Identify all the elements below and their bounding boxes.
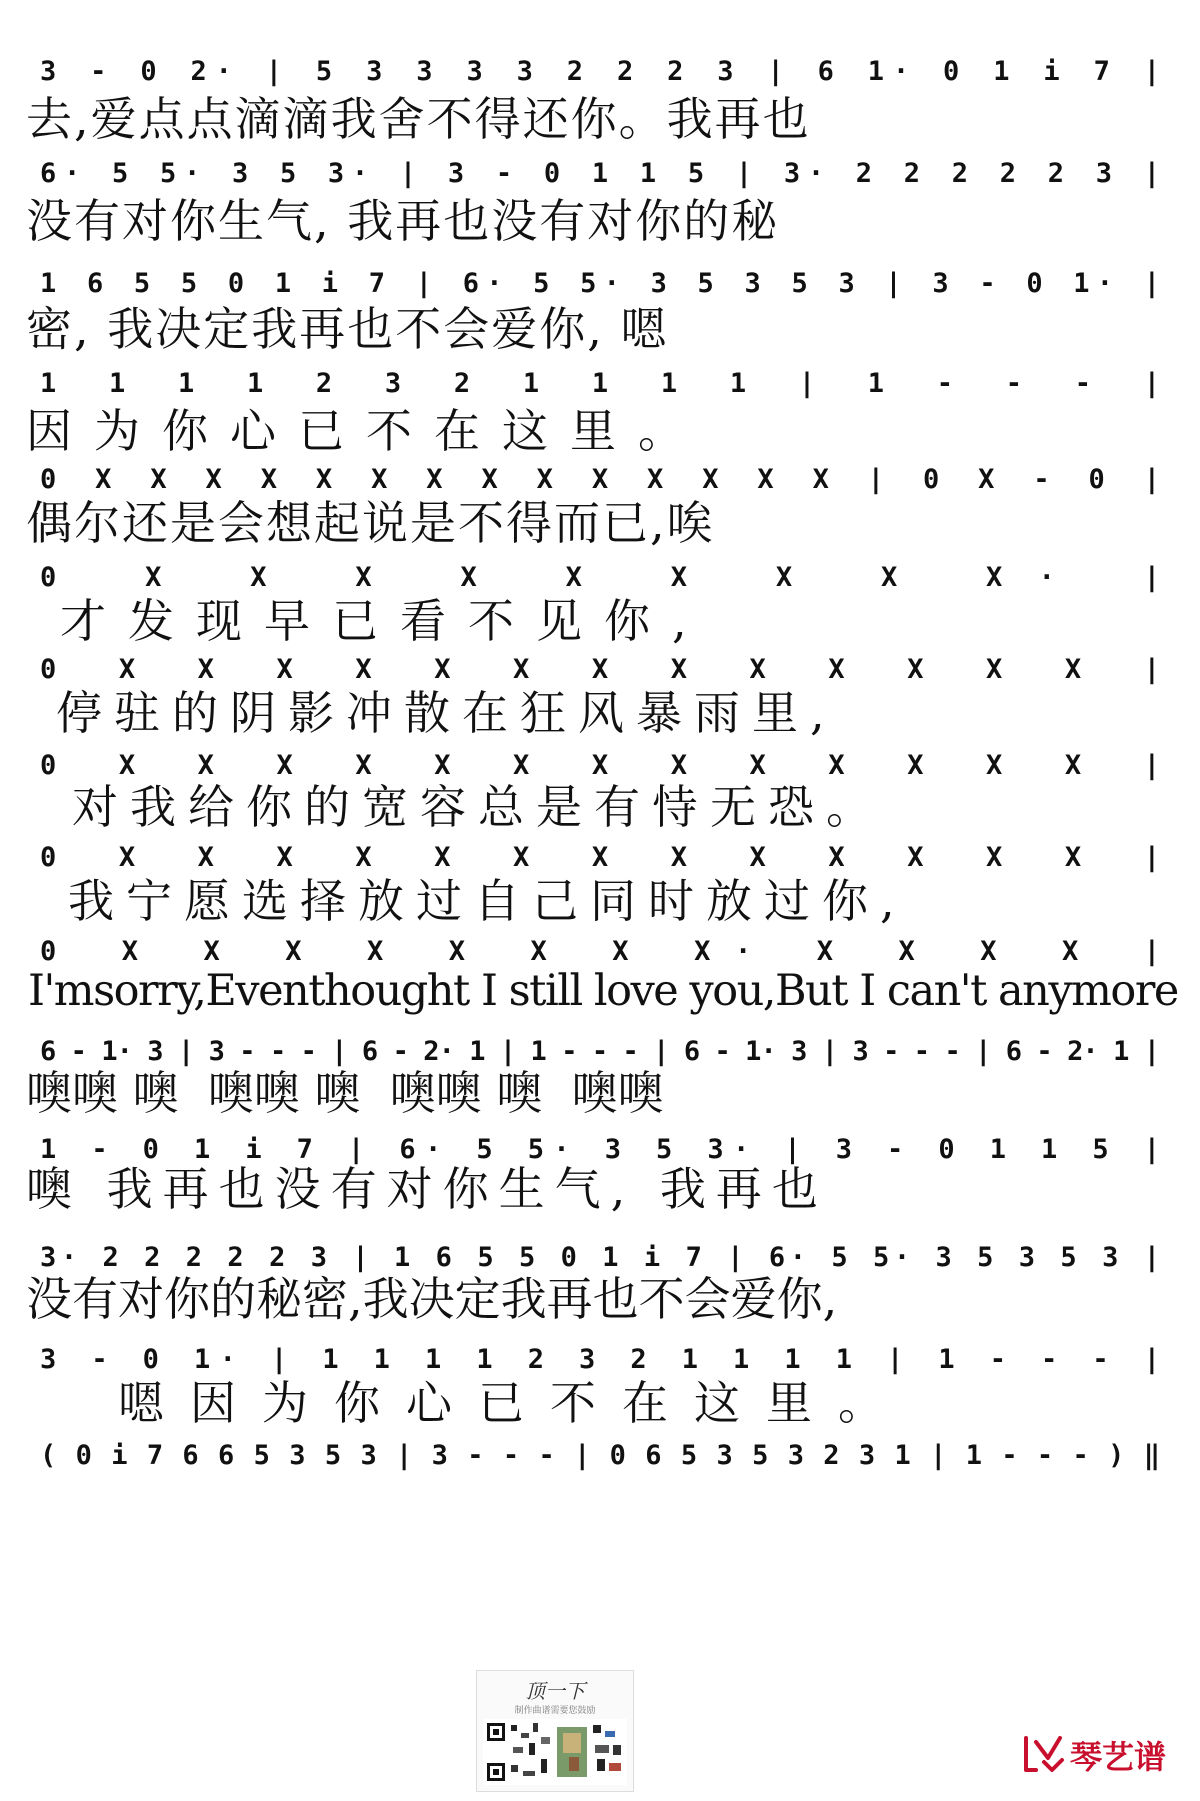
lyric-line: 对我给你的宽容总是有恃无恐。: [72, 780, 884, 834]
notation-line: [20, 50, 1180, 90]
notation-line: [20, 362, 1180, 402]
notation-text: 0 X X X X X X X X X X X X X |: [40, 654, 1160, 685]
notation-text: 0 X X X X X X X X X X X X X |: [40, 842, 1160, 873]
qr-code-icon: [483, 1719, 627, 1785]
notation-text: 1 - 0 1 i 7 | 6· 5 5· 3 5 3· | 3 - 0 1 1 5 |: [40, 1134, 1160, 1165]
lyric-line: 我宁愿选择放过自己同时放过你,: [68, 874, 907, 928]
logo-box: [476, 1670, 634, 1792]
notation-line: [20, 648, 1180, 688]
lyric-line: 才发现早已看不见你,: [60, 594, 709, 648]
notation-text: 3· 2 2 2 2 2 3 | 1 6 5 5 0 1 i 7 | 6· 5 5· 3 5 3 5 3 |: [40, 1242, 1161, 1273]
notation-text: ( 0 i 7 6 6 5 3 5 3 | 3 - - - | 0 6 5 3 5 3 2 3 1 | 1 - - - ) ‖: [40, 1440, 1160, 1471]
lyric-line: 噢噢 噢 噢噢 噢 噢噢 噢 噢噢: [26, 1066, 664, 1120]
notation-line: [20, 1338, 1180, 1378]
notation-text: 1 6 5 5 0 1 i 7 | 6· 5 5· 3 5 3 5 3 | 3 - 0 1· |: [40, 268, 1160, 299]
lyric-line: 没有对你生气, 我再也没有对你的秘: [26, 194, 780, 248]
notation-line: [20, 1434, 1180, 1474]
lyric-line: 噢 我再也没有对你生气, 我再也: [26, 1162, 828, 1216]
notation-line: [20, 556, 1180, 596]
notation-text: 0 X X X X X X X X X X X X X |: [40, 750, 1160, 781]
notation-line: [20, 458, 1180, 498]
notation-text: 3 - 0 1· | 1 1 1 1 2 3 2 1 1 1 1 | 1 - - - |: [40, 1344, 1160, 1375]
notation-text: 3 - 0 2· | 5 3 3 3 3 2 2 2 3 | 6 1· 0 1 i 7 |: [40, 56, 1160, 87]
lyric-line: 去,爱点点滴滴我舍不得还你。我再也: [26, 92, 811, 146]
notation-text: 1 1 1 1 2 3 2 1 1 1 1 | 1 - - - |: [40, 368, 1160, 399]
notation-text: 6· 5 5· 3 5 3· | 3 - 0 1 1 5 | 3· 2 2 2 2 2 3 |: [40, 158, 1161, 189]
lyric-line: 没有对你的秘密,我决定我再也不会爱你,: [26, 1272, 838, 1326]
notation-line: [20, 836, 1180, 876]
brand-mark-icon: [1022, 1734, 1066, 1774]
notation-text: 6 - 1· 3 | 3 - - - | 6 - 2· 1 | 1 - - - | 6 - 1· 3 | 3 - - - | 6 - 2· 1 |: [40, 1036, 1160, 1067]
lyric-line: 嗯因为你心已不在这里。: [118, 1376, 910, 1430]
notation-text: 0 X X X X X X X X X X X X X X | 0 X - 0 |: [40, 464, 1160, 495]
lyric-line: I'msorry,Eventhought I still love you,But I can't anymore: [28, 966, 1178, 1016]
brand-logo: [1022, 1730, 1192, 1780]
logo-subtext: 制作曲谱需要您鼓励: [514, 1705, 596, 1715]
lyric-line: 停驻的阴影冲散在狂风暴雨里,: [56, 686, 837, 740]
logo-text: 顶一下: [525, 1679, 585, 1703]
lyric-line: 偶尔还是会想起说是不得而已,唉: [26, 496, 715, 550]
notation-line: [20, 152, 1180, 192]
notation-text: 0 X X X X X X X X· X X X X |: [40, 936, 1160, 967]
notation-text: 0 X X X X X X X X X· |: [40, 562, 1160, 593]
lyric-line: 因为你心已不在这里。: [26, 404, 706, 458]
brand-name: 琴艺谱: [1070, 1738, 1167, 1776]
lyric-line: 密, 我决定我再也不会爱你, 嗯: [26, 302, 669, 356]
notation-line: [20, 262, 1180, 302]
